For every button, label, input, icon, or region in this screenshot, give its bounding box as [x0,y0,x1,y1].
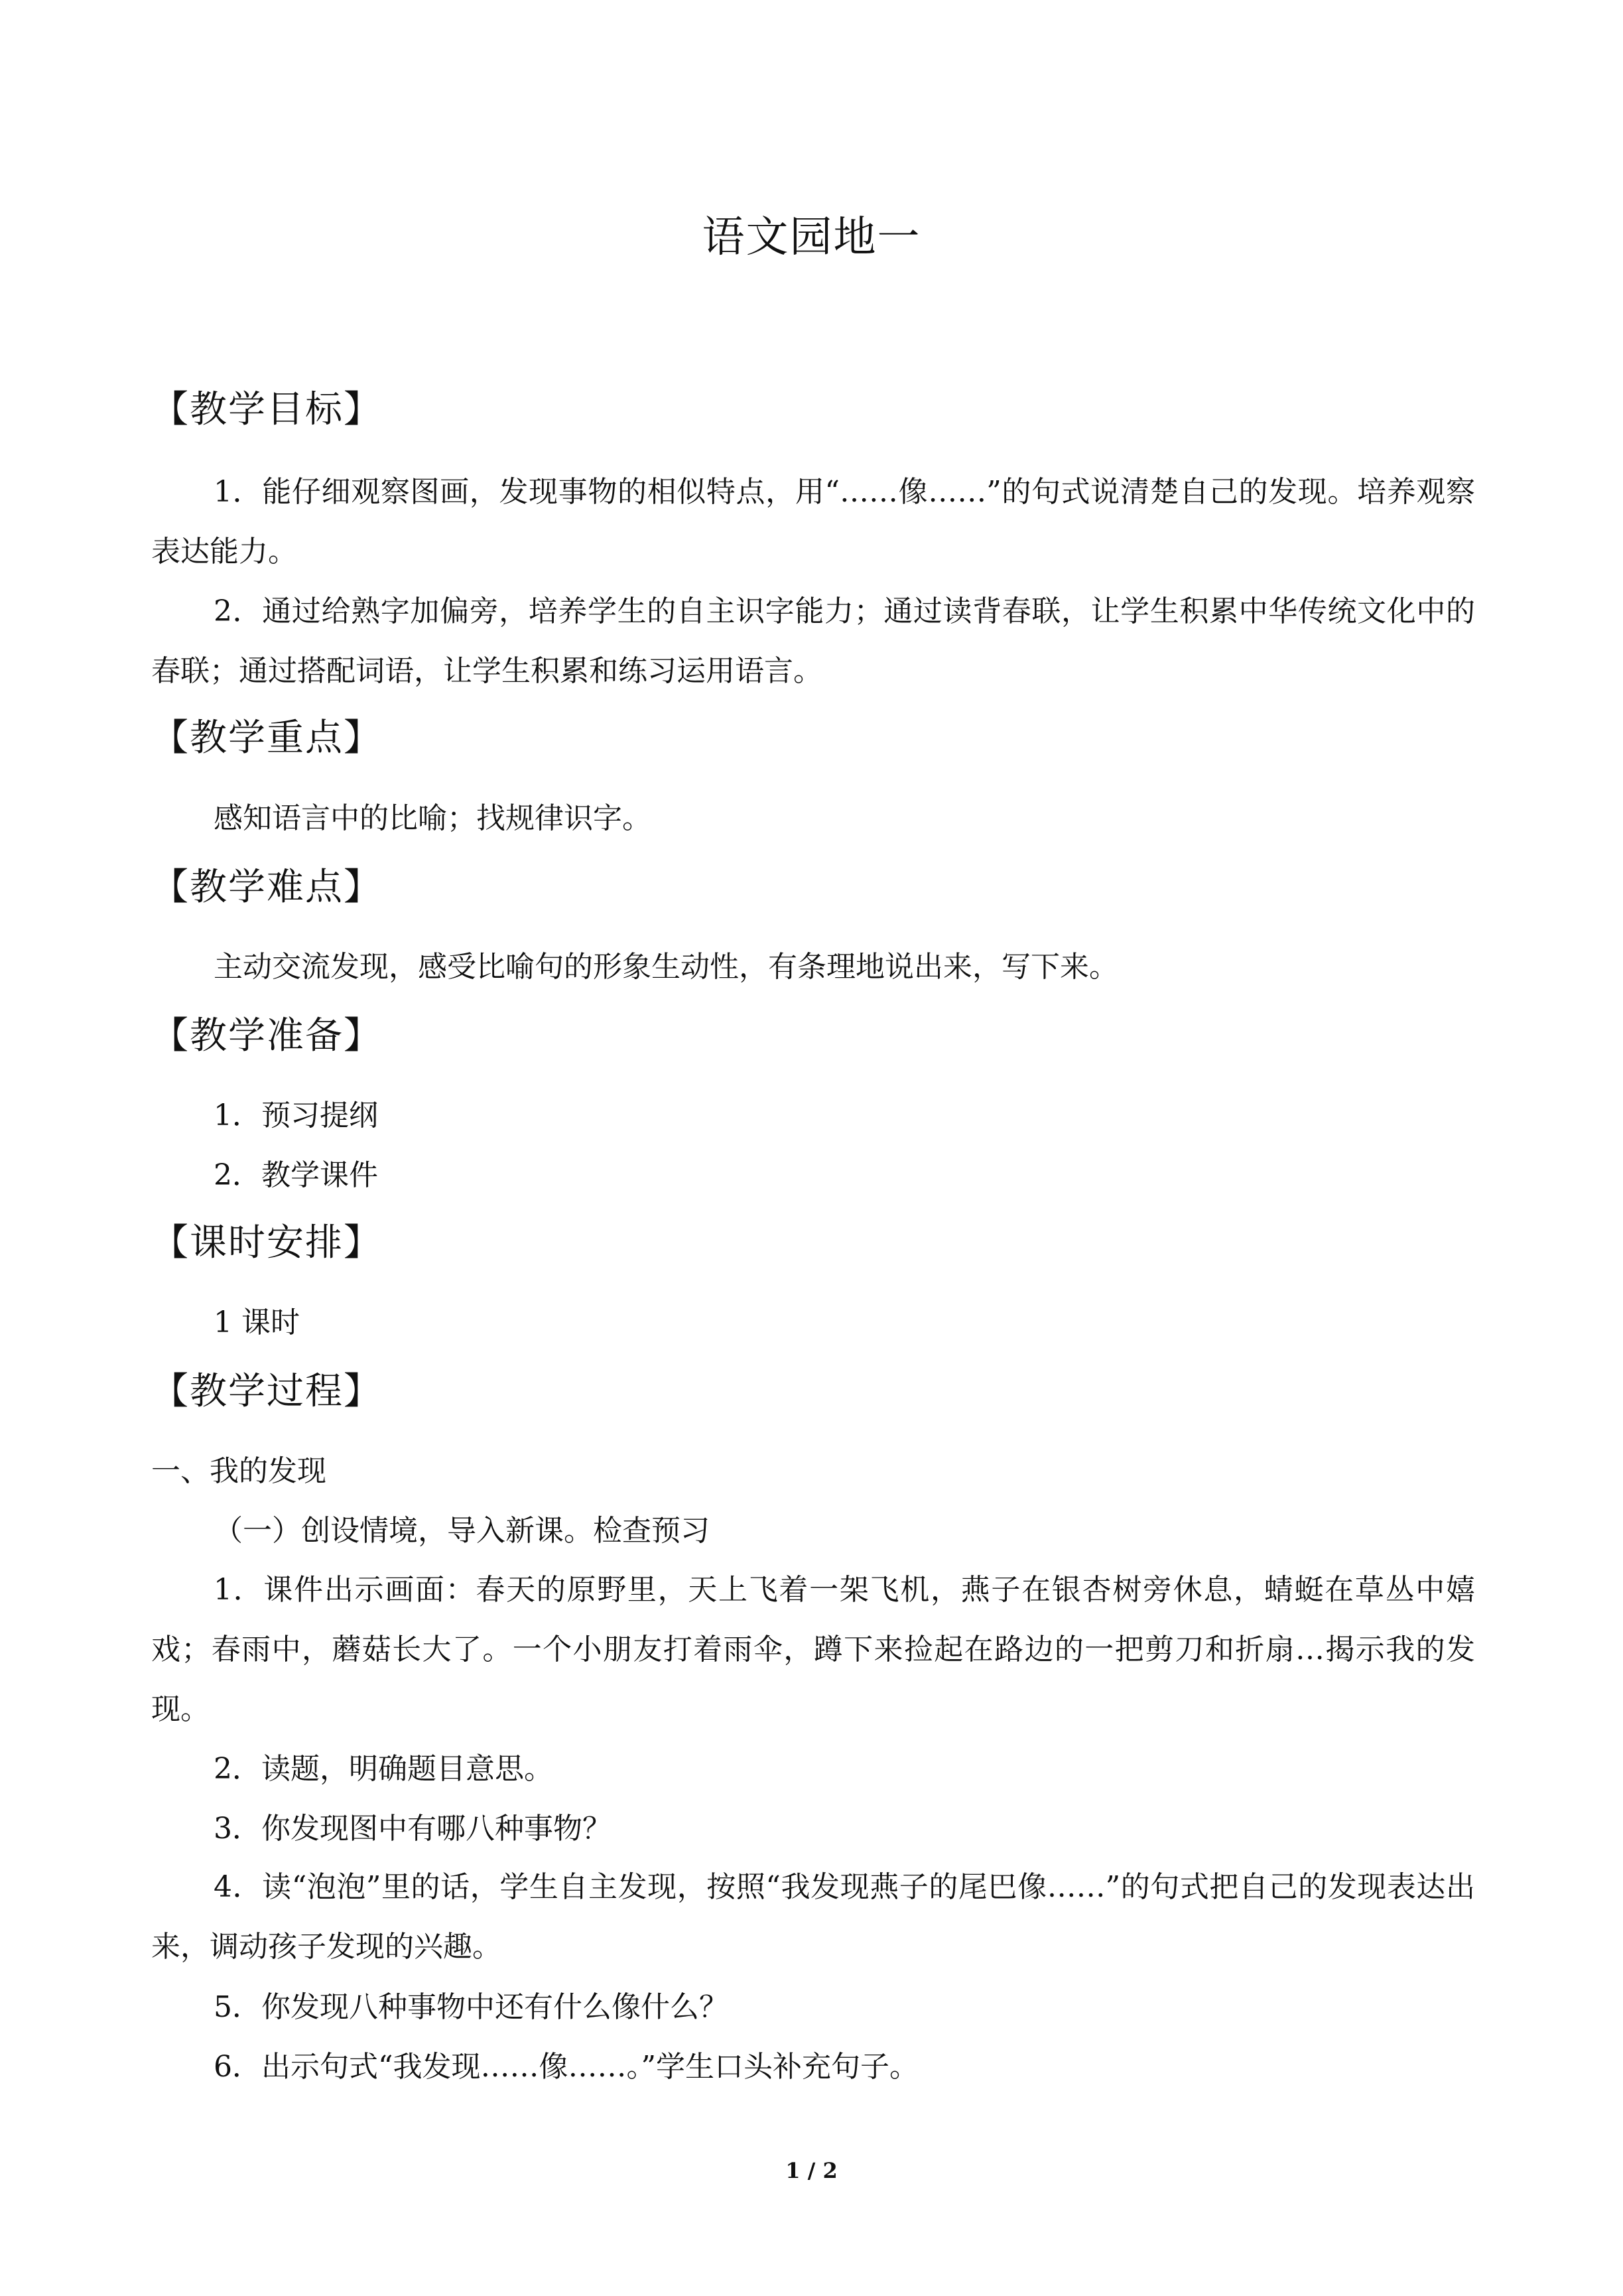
preparation-item-1: 1．预习提纲 [214,1099,378,1132]
preparation-item-2: 2．教学课件 [214,1158,378,1192]
process-step-5: 5．你发现八种事物中还有什么像什么？ [214,1990,728,2024]
section-heading-schedule: 【课时安排】 [151,1221,382,1264]
process-step-1: 1．课件出示画面：春天的原野里，天上飞着一架飞机，燕子在银杏树旁休息，蜻蜓在草丛中嬉戏；春雨中，蘑菇长大了。一个小朋友打着雨伞，蹲下来捡起在路边的一把剪刀和折扇…揭示我的发现。 [151,1573,1475,1726]
objective-item-2: 2．通过给熟字加偏旁，培养学生的自主识字能力；通过读背春联，让学生积累中华传统文化中的春联；通过搭配词语，让学生积累和练习运用语言。 [151,594,1475,688]
section-heading-key-points: 【教学重点】 [151,716,382,760]
section-heading-preparation: 【教学准备】 [151,1014,382,1057]
process-step-6: 6．出示句式“我发现……像……。”学生口头补充句子。 [214,2050,919,2084]
schedule-text: 1 课时 [214,1306,300,1339]
difficulties-text: 主动交流发现，感受比喻句的形象生动性，有条理地说出来，写下来。 [214,950,1118,984]
page-number: 1 / 2 [785,2158,838,2183]
process-part-1-title: 一、我的发现 [151,1454,326,1488]
objective-item-1: 1．能仔细观察图画，发现事物的相似特点，用“……像……”的句式说清楚自己的发现。培养观察表达能力。 [151,475,1475,569]
process-step-3: 3．你发现图中有哪八种事物？ [214,1812,612,1846]
process-step-2: 2．读题，明确题目意思。 [214,1752,553,1786]
key-points-text: 感知语言中的比喻；找规律识字。 [214,801,651,835]
section-heading-process: 【教学过程】 [151,1370,382,1413]
process-subsection-1-title: （一）创设情境，导入新课。检查预习 [214,1514,710,1548]
section-heading-difficulties: 【教学难点】 [151,866,382,909]
section-heading-objectives: 【教学目标】 [151,388,382,431]
page-title: 语文园地一 [702,213,921,262]
process-step-4: 4．读“泡泡”里的话，学生自主发现，按照“我发现燕子的尾巴像……”的句式把自己的发现表达出来，调动孩子发现的兴趣。 [151,1870,1475,1964]
